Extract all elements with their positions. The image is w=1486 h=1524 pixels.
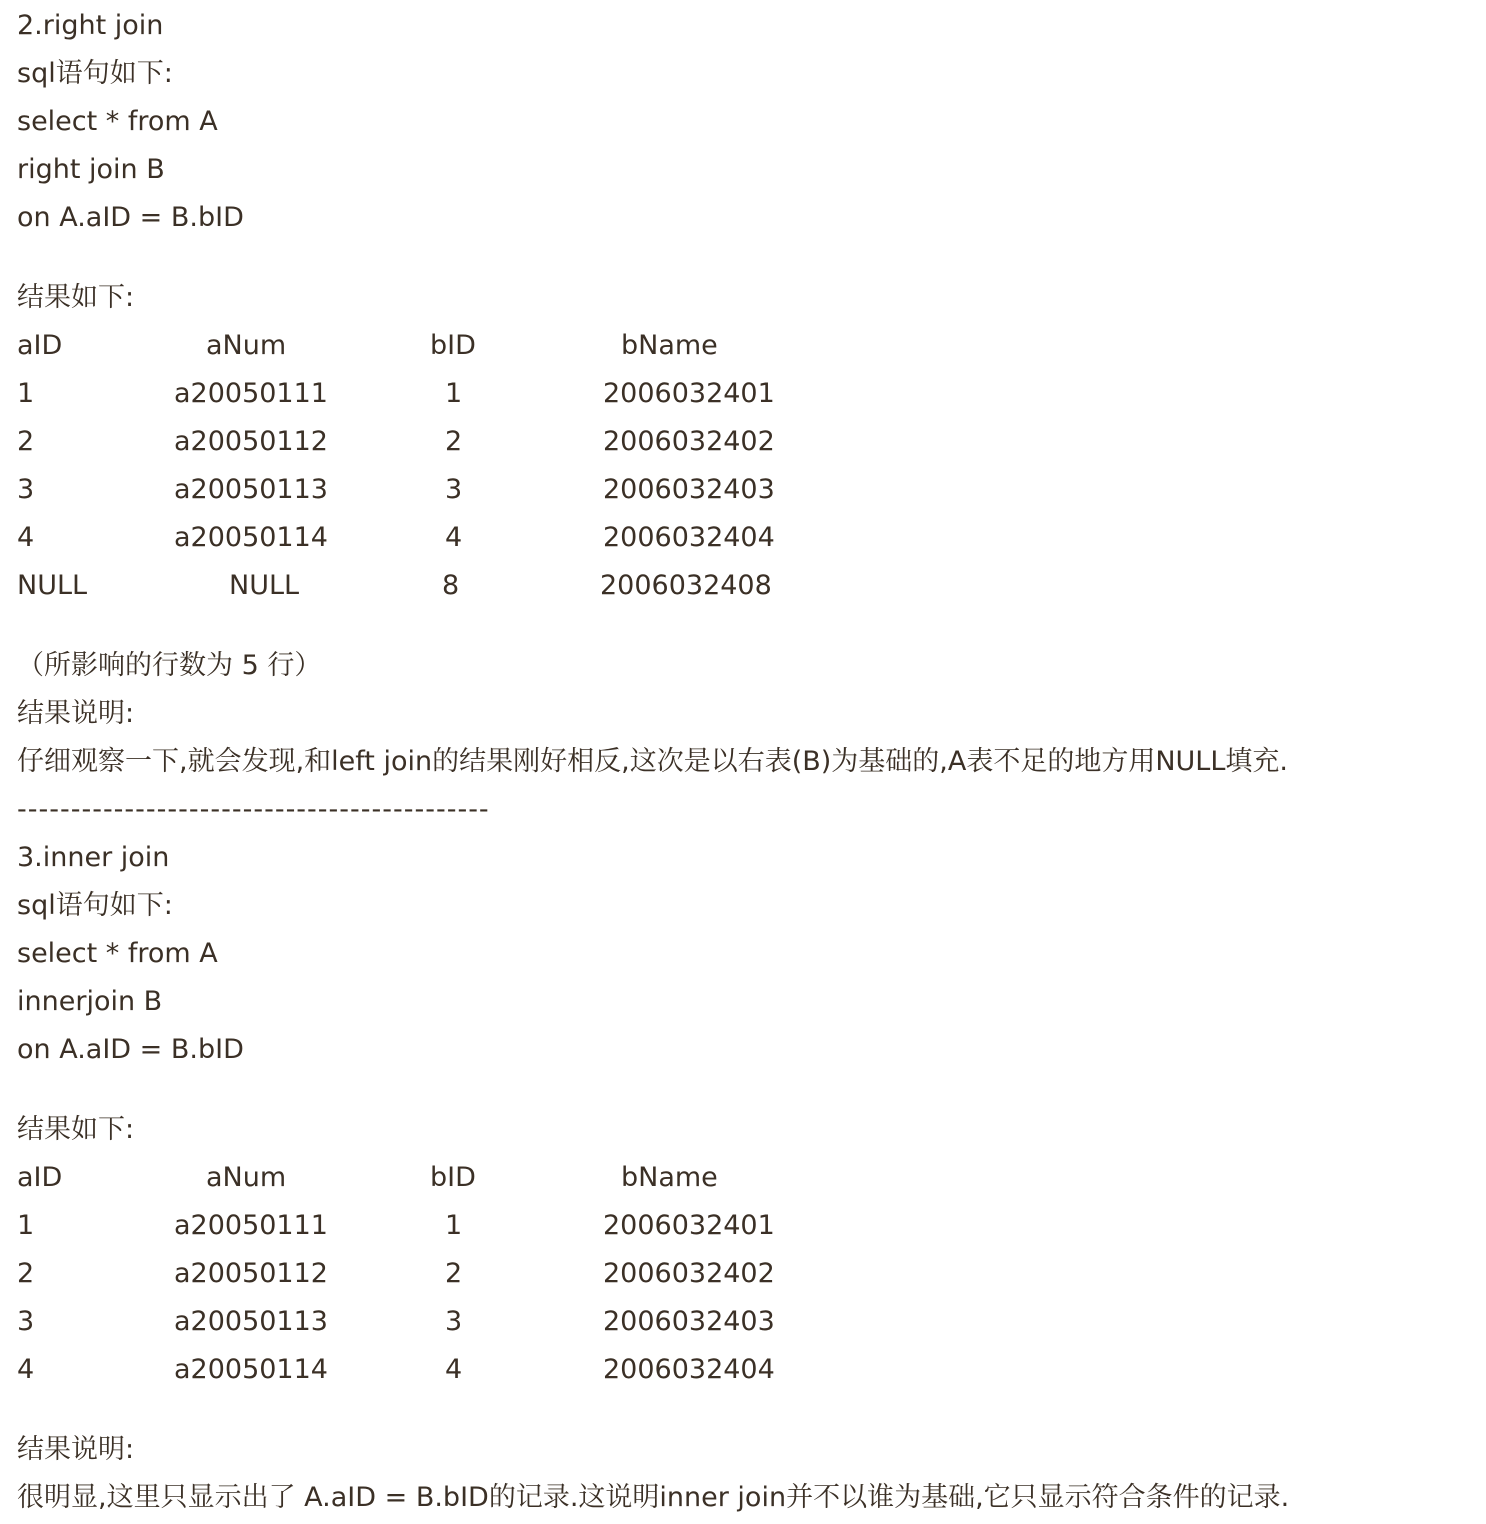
table-cell: 8 [442, 570, 460, 601]
table-cell: 2006032403 [603, 1306, 775, 1337]
table-cell: 1 [445, 1210, 463, 1241]
header-cell: aNum [206, 330, 287, 361]
sql-line: on A.aID = B.bID [17, 1034, 244, 1065]
result-label: 结果如下: [17, 282, 135, 313]
header-cell: bID [430, 330, 476, 361]
table-cell: 2 [17, 426, 35, 457]
table-cell: 3 [445, 1306, 463, 1337]
table-cell: 2006032404 [603, 522, 775, 553]
table-cell: NULL [229, 570, 300, 601]
table-cell: a20050113 [174, 474, 328, 505]
table-cell: a20050112 [174, 426, 328, 457]
table-cell: 3 [17, 474, 35, 505]
table-cell: 2 [445, 426, 463, 457]
section-divider: -------------------------------------------- [17, 796, 490, 823]
sql-line: select * from A [17, 106, 218, 137]
table-cell: a20050114 [174, 1354, 328, 1385]
table-cell: 1 [17, 1210, 35, 1241]
sql-line: on A.aID = B.bID [17, 202, 244, 233]
header-cell: aNum [206, 1162, 287, 1193]
table-cell: 4 [445, 1354, 463, 1385]
table-cell: 2006032402 [603, 1258, 775, 1289]
sql-intro: sql语句如下: [17, 890, 173, 921]
table-cell: NULL [17, 570, 88, 601]
table-cell: 2006032408 [600, 570, 772, 601]
table-cell: 2006032404 [603, 1354, 775, 1385]
explain-label: 结果说明: [17, 1434, 135, 1465]
explain-text: 仔细观察一下,就会发现,和left join的结果刚好相反,这次是以右表(B)为基础的,A表不足的地方用NULL填充. [17, 746, 1288, 777]
table-cell: 1 [17, 378, 35, 409]
table-cell: a20050111 [174, 378, 328, 409]
header-cell: bName [621, 1162, 718, 1193]
table-cell: a20050112 [174, 1258, 328, 1289]
header-cell: bID [430, 1162, 476, 1193]
table-cell: 3 [17, 1306, 35, 1337]
table-cell: 3 [445, 474, 463, 505]
sql-line: select * from A [17, 938, 218, 969]
header-cell: aID [17, 330, 63, 361]
section-title-inner-join: 3.inner join [17, 842, 170, 873]
table-cell: 2 [445, 1258, 463, 1289]
explain-label: 结果说明: [17, 698, 135, 729]
table-cell: 2006032401 [603, 1210, 775, 1241]
sql-line: innerjoin B [17, 986, 163, 1017]
table-cell: 2006032401 [603, 378, 775, 409]
sql-intro: sql语句如下: [17, 58, 173, 89]
table-cell: 4 [17, 1354, 35, 1385]
table-cell: a20050114 [174, 522, 328, 553]
section-title-right-join: 2.right join [17, 10, 164, 41]
table-cell: 4 [17, 522, 35, 553]
table-cell: 2006032402 [603, 426, 775, 457]
table-cell: a20050113 [174, 1306, 328, 1337]
explain-text: 很明显,这里只显示出了 A.aID = B.bID的记录.这说明inner join并不以谁为基础,它只显示符合条件的记录. [17, 1482, 1290, 1513]
affected-rows-note: （所影响的行数为 5 行） [17, 650, 322, 681]
table-cell: 2006032403 [603, 474, 775, 505]
table-cell: 2 [17, 1258, 35, 1289]
result-label: 结果如下: [17, 1114, 135, 1145]
table-cell: 1 [445, 378, 463, 409]
header-cell: bName [621, 330, 718, 361]
sql-line: right join B [17, 154, 165, 185]
header-cell: aID [17, 1162, 63, 1193]
table-cell: a20050111 [174, 1210, 328, 1241]
table-cell: 4 [445, 522, 463, 553]
